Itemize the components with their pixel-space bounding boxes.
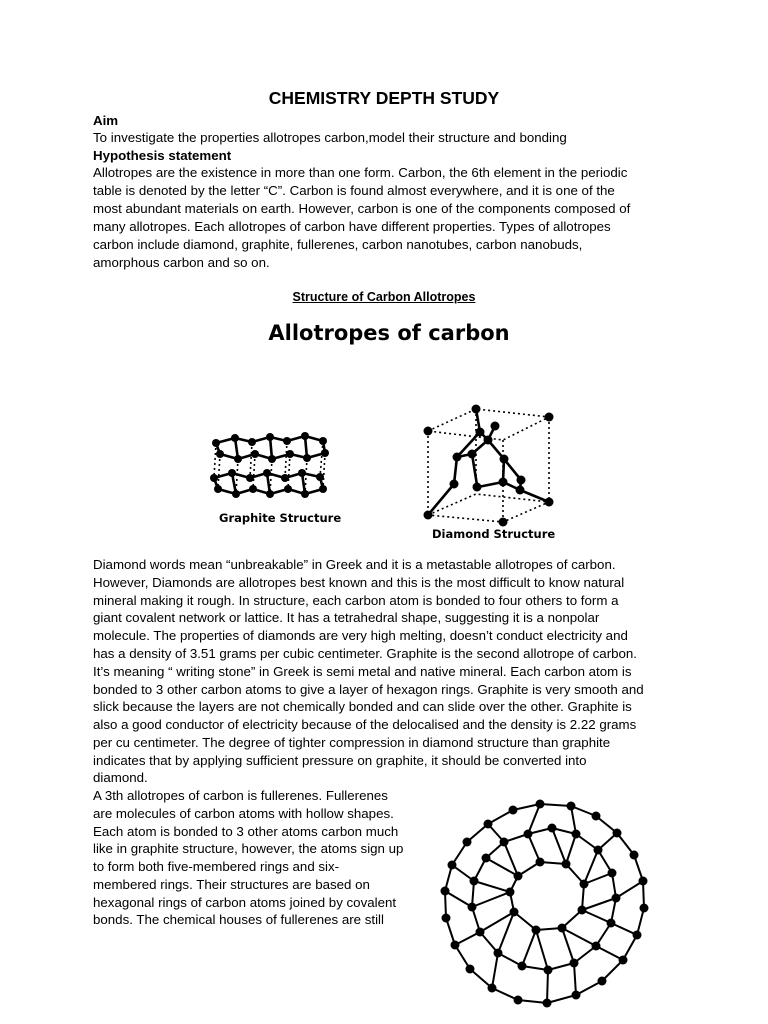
body-line: slick because the layers are not chemically bonded and can slide over the other. Graphite is (93, 699, 632, 714)
body-line: mineral making it rough. In structure, each carbon atom is bonded to four others to form a (93, 593, 619, 608)
fullerene-line: Each atom is bonded to 3 other atoms carbon much (93, 824, 399, 839)
fullerene-line: are molecules of carbon atoms with hollow shapes. (93, 806, 394, 821)
fullerene-line: to form both five-membered rings and six- (93, 859, 340, 874)
body-line: indicates that by applying sufficient pressure on graphite, it should be converted into (93, 753, 587, 768)
body-line: molecule. The properties of diamonds are very high melting, doesn’t conduct electricity and (93, 628, 628, 643)
figure-title: Allotropes of carbon (268, 321, 510, 345)
hypothesis-line: table is denoted by the letter “C”. Carbon is found almost everywhere, and it is one of the (93, 183, 615, 198)
hypothesis-line: many allotropes. Each allotropes of carbon have different properties. Types of allotropes (93, 219, 611, 234)
fullerene-line: membered rings. Their structures are based on (93, 877, 370, 892)
body-line: However, Diamonds are allotropes best known and this is the most difficult to know natural (93, 575, 625, 590)
body-line: bonded to 3 other carbon atoms to give a layer of hexagon rings. Graphite is very smooth and (93, 682, 644, 697)
hypothesis-line: amorphous carbon and so on. (93, 255, 270, 270)
body-line: Diamond words mean “unbreakable” in Greek and it is a metastable allotropes of carbon. (93, 557, 616, 572)
body-line: giant covalent network or lattice. It has a tetrahedral shape, suggesting it is a nonpolar (93, 610, 600, 625)
body-line: It’s meaning “ writing stone” in Greek is semi metal and native mineral. Each carbon atom is (93, 664, 632, 679)
fullerene-line: A 3th allotropes of carbon is fullerenes. Fullerenes (93, 788, 388, 803)
fullerene-diagram (436, 798, 666, 1018)
hypothesis-line: Allotropes are the existence in more than one form. Carbon, the 6th element in the periodic (93, 165, 628, 180)
fullerene-line: bonds. The chemical houses of fullerenes are still (93, 912, 384, 927)
body-line: diamond. (93, 770, 148, 785)
body-line: per cu centimeter. The degree of tighter compression in diamond structure than graphite (93, 735, 611, 750)
hypothesis-line: carbon include diamond, graphite, fullerenes, carbon nanotubes, carbon nanobuds, (93, 237, 583, 252)
graphite-caption: Graphite Structure (219, 511, 342, 525)
body-line: also a good conductor of electricity because of the delocalised and the density is 2.22 grams (93, 717, 637, 732)
hypothesis-label: Hypothesis statement (93, 148, 232, 163)
body-line: has a density of 3.51 grams per cubic centimeter. Graphite is the second allotrope of carbon. (93, 646, 637, 661)
diamond-caption: Diamond Structure (432, 527, 556, 541)
hypothesis-line: most abundant materials on earth. However, carbon is one of the components composed of (93, 201, 631, 216)
aim-label: Aim (93, 113, 119, 128)
section-heading: Structure of Carbon Allotropes (292, 290, 476, 304)
document-title: CHEMISTRY DEPTH STUDY (268, 88, 500, 108)
fullerene-line: like in graphite structure, however, the atoms sign up (93, 841, 404, 856)
fullerene-line: hexagonal rings of carbon atoms joined by covalent (93, 895, 397, 910)
graphite-structure-diagram (200, 425, 340, 510)
aim-text: To investigate the properties allotropes carbon,model their structure and bonding (93, 130, 567, 145)
diamond-structure-diagram (420, 402, 560, 522)
